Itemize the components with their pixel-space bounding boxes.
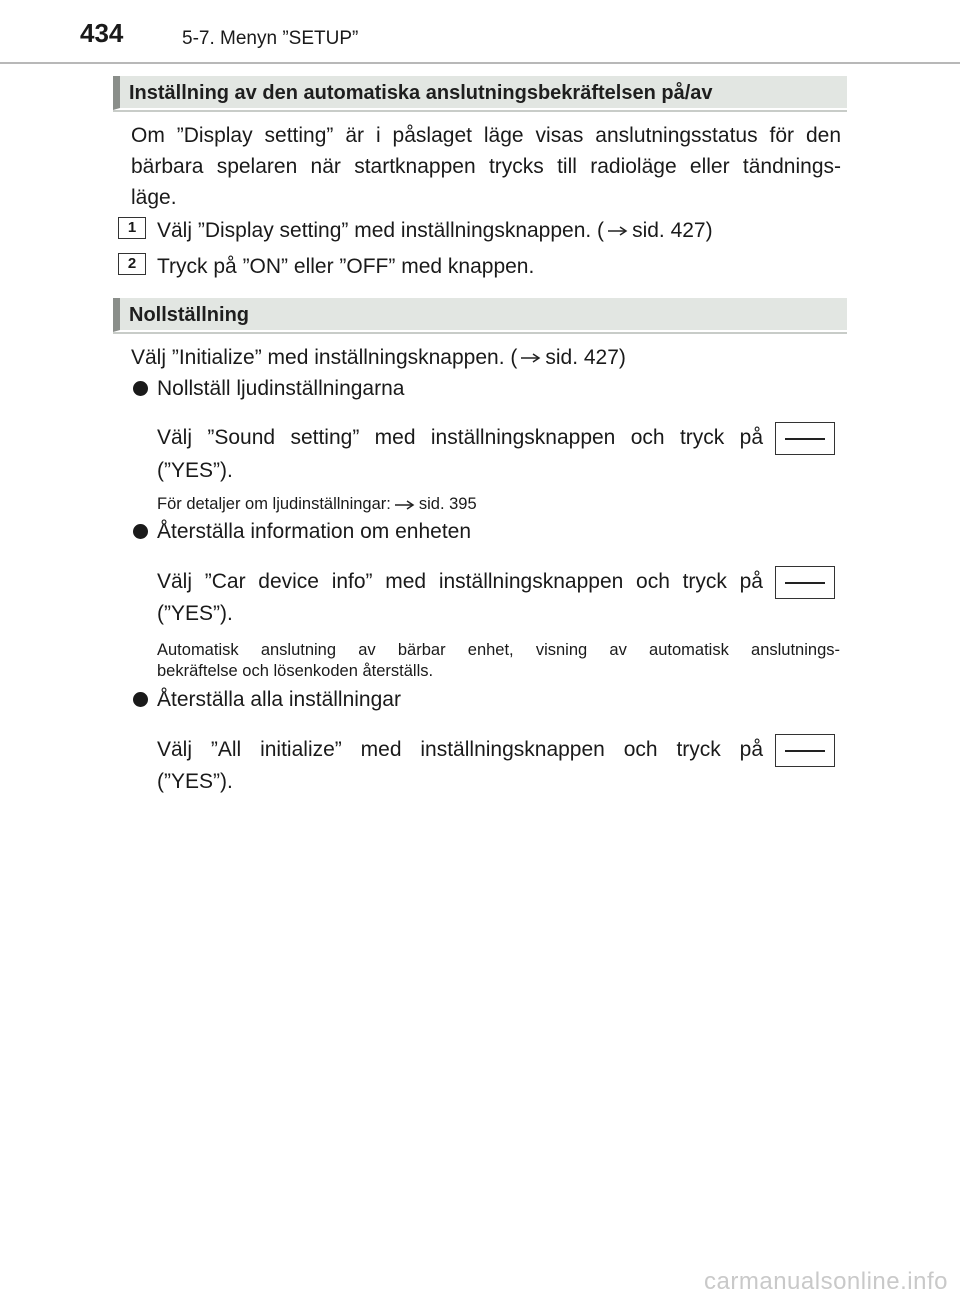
yes-button-symbol <box>775 566 835 599</box>
step-1-instruction: Välj ”Display setting” med inställningsknappen. ( <box>157 219 605 242</box>
item-heading-all: Återställa alla inställningar <box>157 688 401 711</box>
item-device-note-line1: Automatisk anslutning av bärbar enhet, visning av automatisk anslutnings- <box>157 641 840 659</box>
section-heading-text: Inställning av den automatiska anslutningsbekräftelsen på/av <box>129 82 713 104</box>
item-heading-device-info: Återställa information om enheten <box>157 520 472 543</box>
item-device-note-line2: bekräftelse och lösenkoden återställs. <box>157 662 434 680</box>
item-heading-sound: Nollställ ljudinställningarna <box>157 377 405 400</box>
page-number: 434 <box>80 18 124 48</box>
step-1-page-ref[interactable]: sid. 427) <box>632 219 713 242</box>
reset-intro <box>131 342 626 373</box>
arrow-right-icon <box>607 226 629 236</box>
item-all-line1: Välj ”All initialize” med inställningsknappen och tryck på <box>157 738 763 761</box>
bullet-icon <box>133 381 148 396</box>
item-device-line1: Välj ”Car device info” med inställningsknappen och tryck på <box>157 570 763 593</box>
sound-note-page-ref[interactable]: sid. 395 <box>418 495 477 513</box>
reset-intro-instruction: Välj ”Initialize” med inställningsknappen. ( <box>131 346 518 369</box>
dash-icon <box>785 438 825 440</box>
yes-button-symbol <box>775 422 835 455</box>
intro-paragraph-line1: Om ”Display setting” är i påslaget läge visas anslutningsstatus för den <box>131 124 841 147</box>
yes-button-symbol <box>775 734 835 767</box>
item-all-line2: (”YES”). <box>157 770 233 793</box>
bullet-icon <box>133 692 148 707</box>
item-sound-line1: Välj ”Sound setting” med inställningsknappen och tryck på <box>157 426 763 449</box>
intro-paragraph-line3: läge. <box>131 186 177 209</box>
watermark: carmanualsonline.info <box>704 1268 948 1295</box>
item-sound-line2: (”YES”). <box>157 459 233 482</box>
dash-icon <box>785 750 825 752</box>
intro-paragraph-line2: bärbara spelaren när startknappen trycks till radioläge eller tändnings- <box>131 155 841 178</box>
step-number-2: 2 <box>118 253 146 275</box>
item-device-line2: (”YES”). <box>157 602 233 625</box>
step-number-1: 1 <box>118 217 146 239</box>
step-2-text: Tryck på ”ON” eller ”OFF” med knappen. <box>157 255 535 278</box>
dash-icon <box>785 582 825 584</box>
chapter-title: 5-7. Menyn ”SETUP” <box>182 28 359 49</box>
section-heading-text: Nollställning <box>129 304 249 326</box>
item-sound-note <box>157 494 477 514</box>
step-1-text <box>157 215 713 246</box>
sound-note-text: För detaljer om ljudinställningar: <box>157 495 391 513</box>
header-rule <box>0 62 960 64</box>
section-heading-auto-connection <box>113 76 847 110</box>
bullet-icon <box>133 524 148 539</box>
arrow-right-icon <box>520 353 542 363</box>
arrow-right-icon <box>394 500 416 510</box>
section-heading-reset <box>113 298 847 332</box>
reset-intro-page-ref[interactable]: sid. 427) <box>545 346 626 369</box>
